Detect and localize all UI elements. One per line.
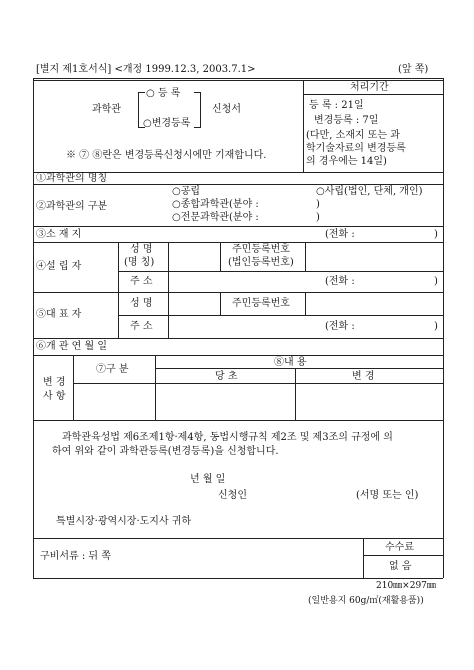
changes-after-header: 변 경 (352, 371, 375, 382)
category-general-close: ) (316, 199, 320, 210)
opening-date-label: ⑥개 관 연 월 일 (36, 341, 108, 352)
founder-id-label: 주민등록번호 (232, 244, 290, 255)
category-special-option[interactable]: ○전문과학관(분야 : (172, 212, 259, 223)
title-bracket-right (194, 92, 201, 128)
title-note: ※ ⑦ ⑧란은 변경등록신청시에만 기재합니다. (66, 150, 267, 161)
processing-proviso-2: 학기술자료의 변경등록 (306, 143, 406, 154)
paper-spec: (일반용지 60g/㎡(재활용품)) (308, 596, 424, 606)
founder-id-alt-label: (법인등록번호) (228, 257, 294, 268)
category-private-option[interactable]: ○사립(법인, 단체, 개인) (316, 186, 423, 197)
category-label: ②과학관의 구분 (36, 201, 108, 212)
representative-id-label: 주민등록번호 (232, 298, 290, 309)
applicant-label: 신청인 (218, 490, 247, 501)
page-side-label: (앞 쪽) (398, 64, 429, 75)
changes-side-label-2: 사 항 (43, 391, 66, 402)
changes-before-header: 당 초 (215, 371, 238, 382)
title-left-word: 과학관 (92, 104, 121, 115)
changes-side-label-1: 변 경 (43, 377, 66, 388)
founder-id-field[interactable] (307, 244, 440, 268)
declaration-line-2: 하여 위와 같이 과학관등록(변경등록)을 신청합니다. (52, 446, 279, 457)
founder-address-label: 주 소 (130, 276, 153, 287)
changes-category-field[interactable] (75, 385, 153, 418)
founder-label: ④설 립 자 (36, 261, 82, 272)
representative-label: ⑤대 표 자 (36, 309, 82, 320)
application-date: 년 월 일 (190, 474, 226, 485)
fee-value: 없 음 (389, 561, 412, 572)
founder-name-alt-label: (명 칭) (124, 257, 155, 268)
changes-content-header: ⑧내 용 (274, 357, 307, 368)
declaration-line-1: 과학관육성법 제6조제1항·제4항, 동법시행규칙 제2조 및 제3조의 규정에 의 (62, 432, 393, 443)
representative-phone-label: (전화 : (325, 321, 355, 332)
location-phone-label: (전화 : (325, 229, 355, 240)
representative-phone-close: ) (434, 321, 438, 332)
option-change-registration[interactable]: ○변경등록 (143, 118, 191, 129)
changes-category-header: ⑦구 분 (96, 364, 129, 375)
addressee: 특별시장·광역시장·도지사 귀하 (56, 516, 192, 527)
category-special-close: ) (316, 212, 320, 223)
location-label: ③소 재 지 (36, 229, 82, 240)
category-public-option[interactable]: ○공립 (172, 186, 201, 197)
fee-label: 수수료 (385, 542, 414, 553)
representative-id-field[interactable] (307, 294, 440, 313)
required-documents: 구비서류 : 뒤 쪽 (40, 551, 111, 562)
processing-proviso-3: 의 경우에는 14일) (306, 156, 387, 167)
founder-phone-label: (전화 : (325, 276, 355, 287)
opening-date-field[interactable] (150, 340, 440, 353)
paper-size: 210㎜×297㎜ (376, 581, 436, 591)
science-center-name-label: ①과학관의 명칭 (36, 173, 108, 184)
form-number: [별지 제1호서식] <개정 1999.12.3, 2003.7.1> (36, 64, 256, 75)
processing-label: 처리기간 (350, 82, 389, 93)
signature-label: (서명 또는 인) (356, 490, 419, 501)
representative-address-label: 주 소 (130, 321, 153, 332)
option-registration[interactable]: ○ 등 록 (146, 88, 181, 99)
processing-change: 변경등록 : 7일 (314, 115, 379, 126)
founder-name-label: 성 명 (130, 244, 153, 255)
changes-after-field[interactable] (297, 385, 441, 418)
representative-name-label: 성 명 (130, 298, 153, 309)
processing-registration: 등 록 : 21일 (309, 100, 364, 111)
location-phone-close: ) (434, 229, 438, 240)
founder-name-field[interactable] (170, 244, 218, 268)
category-general-option[interactable]: ○종합과학관(분야 : (172, 199, 259, 210)
founder-phone-close: ) (434, 276, 438, 287)
title-right-word: 신청서 (212, 104, 241, 115)
applicant-name-field[interactable] (252, 488, 348, 502)
changes-before-field[interactable] (157, 385, 293, 418)
science-center-name-field[interactable] (150, 174, 440, 184)
processing-proviso-1: (다만, 소재지 또는 과 (306, 130, 400, 141)
representative-name-field[interactable] (170, 294, 218, 313)
